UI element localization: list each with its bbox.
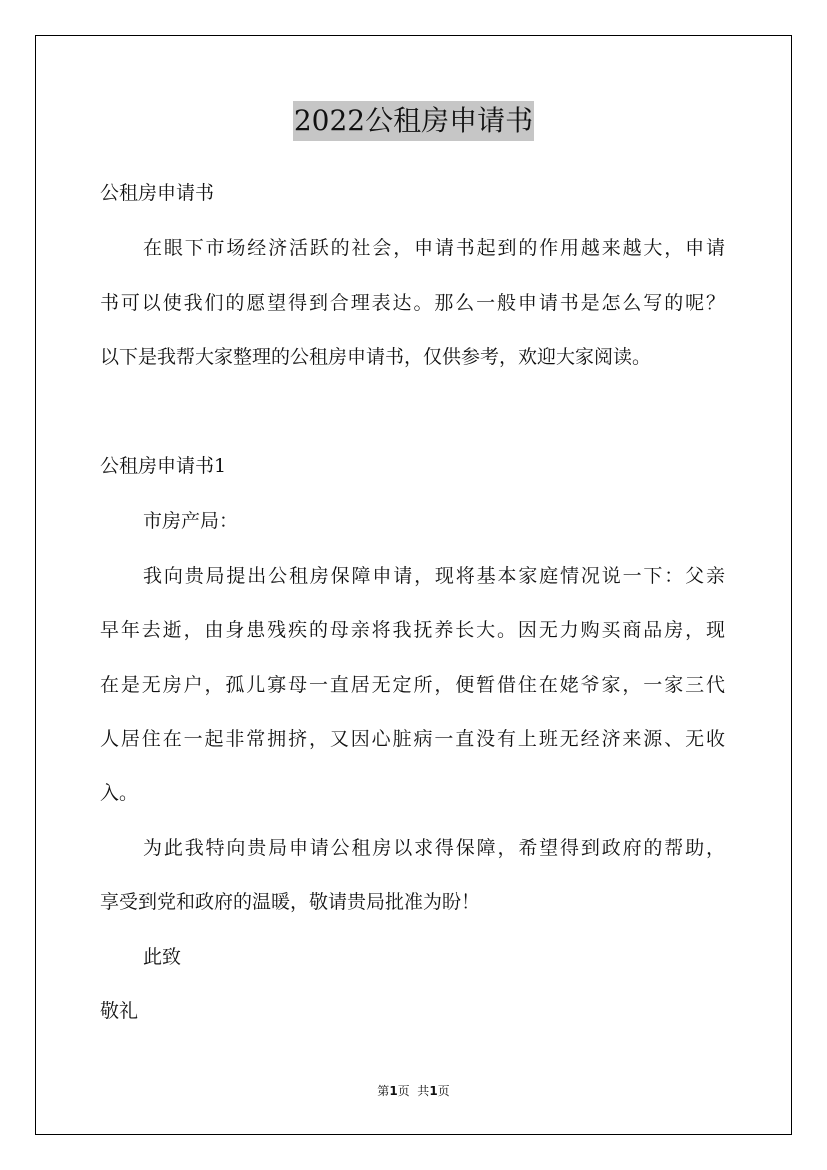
closing-jingli: 敬礼	[100, 1000, 139, 1022]
footer-page-suffix: 页	[437, 1084, 450, 1098]
document-subtitle: 公租房申请书	[100, 182, 215, 204]
title-container	[0, 101, 827, 141]
body-p2-line-2: 享受到党和政府的温暖，敬请贵局批准为盼！	[100, 891, 481, 913]
body-p1-line-5: 入。	[100, 782, 139, 804]
intro-line-3: 以下是我帮大家整理的公租房申请书，仅供参考，欢迎大家阅读。	[100, 346, 652, 368]
footer-page-number: 1	[389, 1084, 398, 1098]
page-footer	[0, 1083, 827, 1099]
footer-page-prefix: 第	[377, 1084, 390, 1098]
body-p1-line-3: 在是无房户，孤儿寡母一直居无定所，便暂借住在姥爷家，一家三代	[100, 674, 725, 696]
salutation: 市房产局：	[143, 510, 239, 532]
document-title: 2022公租房申请书	[293, 101, 534, 141]
intro-line-1: 在眼下市场经济活跃的社会，申请书起到的作用越来越大，申请	[143, 237, 725, 259]
closing-cizhi: 此致	[143, 946, 182, 968]
section-heading: 公租房申请书1	[100, 455, 227, 477]
body-p1-line-1: 我向贵局提出公租房保障申请，现将基本家庭情况说一下：父亲	[143, 565, 725, 587]
body-p2-line-1: 为此我特向贵局申请公租房以求得保障，希望得到政府的帮助，	[143, 837, 725, 859]
body-p1-line-2: 早年去逝，由身患残疾的母亲将我抚养长大。因无力购买商品房，现	[100, 619, 725, 641]
intro-line-2: 书可以使我们的愿望得到合理表达。那么一般申请书是怎么写的呢？	[100, 292, 725, 314]
footer-page-mid: 页 共	[397, 1084, 430, 1098]
footer-page-total: 1	[429, 1084, 438, 1098]
body-p1-line-4: 人居住在一起非常拥挤，又因心脏病一直没有上班无经济来源、无收	[100, 728, 725, 750]
